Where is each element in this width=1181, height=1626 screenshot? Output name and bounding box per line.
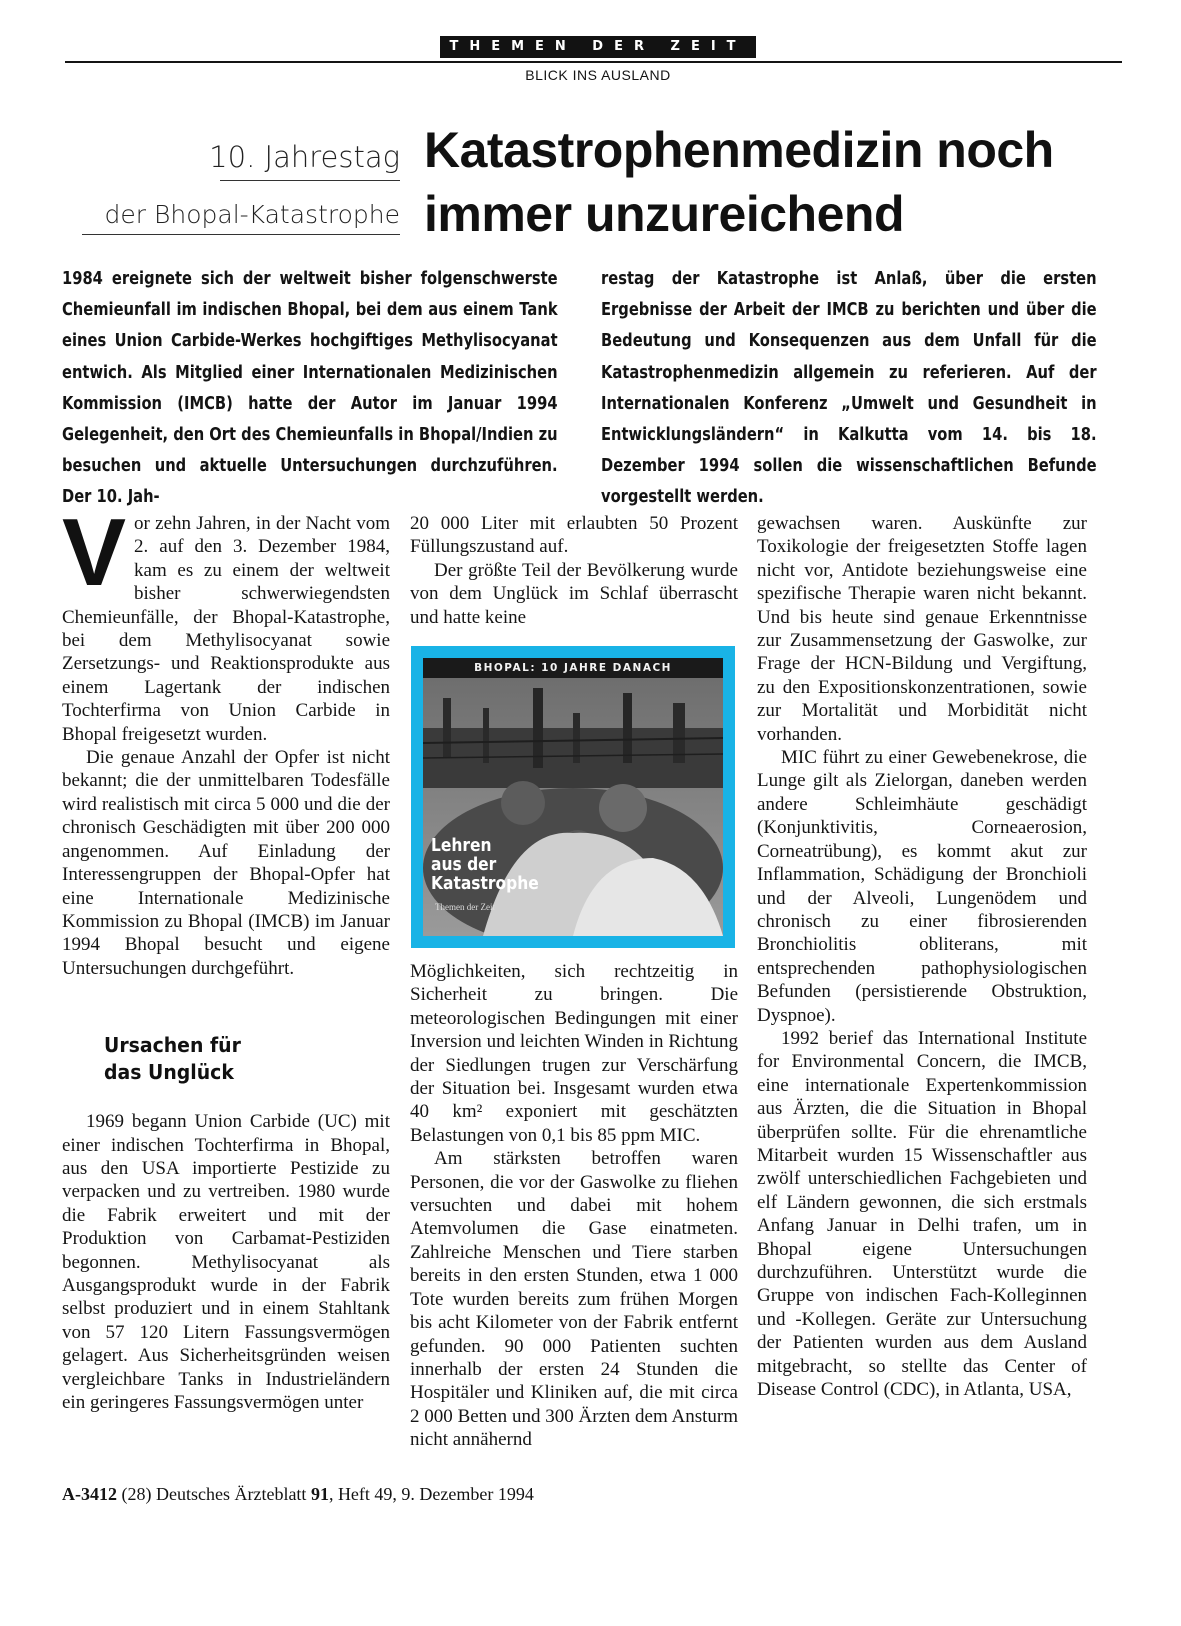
subheading-line-2: das Unglück [104, 1060, 234, 1085]
footer-issue: , Heft 49, 9. Dezember 1994 [328, 1484, 534, 1504]
cover-title-line-2: aus der [431, 854, 497, 875]
body-column-2-top [410, 512, 738, 632]
paragraph-text: or zehn Jahren, in der Nacht vom 2. auf den 3. Dezember 1984, kam es zu einem der weltweit bisher schwerwiegendsten Chemieunfälle, der Bhopal-Katastrophe, bei dem Methylisocyanat sowie Zersetzungs- und Reaktionsprodukte aus einem Lagertank der indischen Tochterfirma von Union Carbide in Bhopal freigesetzt wurden. [62, 513, 390, 745]
subheading [104, 1032, 367, 1086]
body-column-1 [62, 499, 390, 1414]
header-rule [65, 61, 1122, 63]
drop-cap: V [62, 499, 127, 606]
lead-paragraph-right: restag der Katastrophe ist Anlaß, über die ersten Ergebnisse der Arbeit der IMCB zu berichten und über die Bedeutung und Konsequenzen aus dem Unfall für die Katastrophenmedizin allgemein zu referieren. Auf der Internationalen Konferenz „Umwelt und Gesundheit in Entwicklungsländern“ in Kalkutta vom 14. bis 18. Dezember 1994 sollen die wissenschaftlichen Befunde vorgestellt werden. [601, 269, 1097, 508]
kicker-line-2: der Bhopal-Katastrophe [104, 200, 400, 229]
page-footer [62, 1484, 534, 1505]
paragraph [62, 499, 390, 746]
page-number: A-3412 [62, 1484, 117, 1504]
section-banner: THEMEN DER ZEIT [440, 36, 756, 58]
paragraph: Der größte Teil der Bevölkerung wurde von dem Unglück im Schlaf überrascht und hatte keine [410, 559, 738, 628]
lead-paragraph-left: 1984 ereignete sich der weltweit bisher folgenschwerste Chemieunfall im indischen Bhopal, bei dem aus einem Tank eines Union Carbide-Werkes hochgiftiges Methylisocyanat entwich. Als Mitglied einer Internationalen Medizinischen Kommission (IMCB) hatte der Autor im Januar 1994 Gelegenheit, den Ort des Chemieunfalls in Bhopal/Indien zu besuchen und aktuelle Untersuchungen durchzuführen. Der 10. Jah- [62, 269, 558, 508]
kicker-line-1: 10. Jahrestag [209, 140, 400, 174]
cover-banner: BHOPAL: 10 JAHRE DANACH [423, 658, 723, 678]
paragraph: Möglichkeiten, sich rechtzeitig in Sicherheit zu bringen. Die meteorologischen Bedingungen mit einer Inversion und leichten Winden in Richtung der Siedlungen trugen zur Verschärfung der Situation bei. Insgesamt wurden etwa 40 km² exponiert mit geschätzten Belastungen von 0,1 bis 85 ppm MIC. [410, 961, 738, 1146]
paragraph: Am stärksten betroffen waren Personen, die vor der Gaswolke zu fliehen versuchten und dabei mit hohem Atemvolumen die Gase einatmeten. Zahlreiche Menschen und Tiere starben bereits in den ersten Stunden, etwa 1 000 Tote wurden bereits zum frühen Morgen bis acht Kilometer von der Fabrik entfernt gefunden. 90 000 Patienten suchten innerhalb der ersten 24 Stunden die Hospitäler und Kliniken auf, die mit circa 2 000 Betten und 300 Ärzten dem Ansturm nicht annähernd [410, 1148, 738, 1451]
cover-title-line-1: Lehren [431, 835, 492, 856]
subheading-line-1: Ursachen für [104, 1033, 241, 1058]
magazine-cover-image [411, 646, 735, 948]
paragraph: Die genaue Anzahl der Opfer ist nicht bekannt; die der unmittelbaren Todesfälle wird realistisch mit circa 5 000 und die der chronisch Geschädigten mit über 200 000 angenommen. Auf Einladung der Interessengruppen der Bhopal-Opfer hat eine Internationale Medizinische Kommission zu Bhopal (IMCB) im Januar 1994 Bhopal besucht und eigene Untersuchungen durchgeführt. [62, 747, 390, 979]
cover-title [431, 836, 539, 893]
cover-photo [423, 658, 723, 936]
footer-volume: 91 [310, 1484, 329, 1504]
paragraph: gewachsen waren. Auskünfte zur Toxikologie der freigesetzten Stoffe lagen nicht vor, Antidote beziehungsweise eine spezifische Therapie waren nicht bekannt. Und bis heute sind genaue Erkenntnisse zur Zusammensetzung der Gaswolke, zur Frage der HCN-Bildung und Vergiftung, zu den Expositionskonzentrationen, sowie zur Mortalität und Morbidität nicht vorhanden. [757, 513, 1087, 745]
industrial-scene-illustration [423, 658, 723, 936]
paragraph: 1992 berief das International Institute for Environmental Concern, die IMCB, eine internationale Expertenkommission aus Ärzten, die die Situation in Bhopal überprüfen sollte. Für die ehrenamtliche Mitarbeit wurden 15 Wissenschaftler aus zwölf unterschiedlichen Fachgebieten und elf Ländern gewonnen, die sich erstmals Anfang Januar in Delhi trafen, um in Bhopal eigene Untersuchungen durchzuführen. Unterstützt wurde die Gruppe von indischen Fach-Kolleginnen und -Kollegen. Geräte zur Untersuchung der Patienten wurden aus dem Ausland mitgebracht, so stellte das Center of Disease Control (CDC), in Atlanta, USA, [757, 1027, 1087, 1401]
body-column-2-bottom [410, 960, 738, 1452]
cover-small-caption: Themen der Zeit [435, 902, 495, 912]
cover-title-line-3: Katastrophe [431, 873, 539, 894]
headline-line-1: Katastrophenmedizin noch [424, 122, 1054, 178]
kicker-underline-1 [220, 180, 400, 181]
kicker-underline-2 [82, 234, 400, 235]
footer-journal: (28) Deutsches Ärzteblatt [121, 1484, 307, 1504]
paragraph: 20 000 Liter mit erlaubten 50 Prozent Füllungszustand auf. [410, 513, 738, 558]
paragraph: MIC führt zu einer Gewebenekrose, die Lunge gilt als Zielorgan, daneben werden andere Schleimhäute geschädigt (Konjunktivitis, Corneaerosion, Corneatrübung), es kommt akut zur Inflammation, Schädigung der Bronchioli und der Alveoli, Lungenödem und chronisch zu einer fibrosierenden Bronchiolitis obliterans, mit entsprechenden pathophysiologischen Befunden (persistierende Obstruktion, Dyspnoe). [757, 747, 1087, 1026]
headline-line-2: immer unzureichend [424, 186, 904, 242]
body-column-3 [757, 512, 1087, 1401]
section-subtitle: BLICK INS AUSLAND [525, 67, 671, 83]
paragraph: 1969 begann Union Carbide (UC) mit einer indischen Tochterfirma in Bhopal, aus den USA importierte Pestizide zu verpacken und zu vertreiben. 1980 wurde die Fabrik erweitert und mit der Produktion von Carbamat-Pestiziden begonnen. Methylisocyanat als Ausgangsprodukt wurde in der Fabrik selbst produziert und in einem Stahltank von 57 120 Litern Fassungsvermögen gelagert. Aus Sicherheitsgründen weisen vergleichbare Tanks in Industrieländern ein geringeres Fassungsvermögen unter [62, 1111, 390, 1413]
headline [424, 118, 1164, 246]
